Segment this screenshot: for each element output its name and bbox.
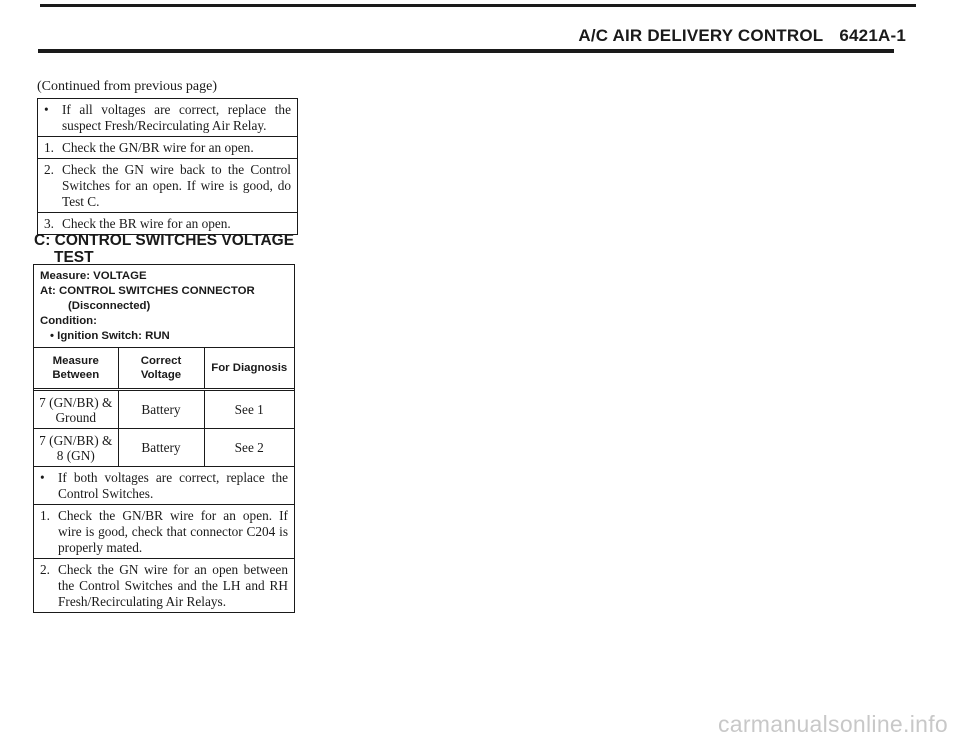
test-spec (34, 265, 294, 348)
item-text: If both voltages are correct, replace the Control Switches. (58, 470, 288, 501)
watermark: carmanualsonline.info (717, 711, 948, 737)
bullet-mark: • (40, 470, 45, 485)
item-text: If all voltages are correct, replace the suspect Fresh/Recirculating Air Relay. (62, 102, 291, 133)
item-text: Check the GN/BR wire for an open. (62, 140, 254, 155)
previous-test-box (37, 98, 298, 235)
measure-label: Measure: VOLTAGE (40, 270, 147, 282)
table-cell: Battery (118, 429, 204, 467)
step-number: 1. (44, 140, 54, 155)
step-number: 2. (40, 562, 50, 577)
column-header: Correct Voltage (118, 348, 204, 390)
list-item (34, 467, 294, 505)
list-item (38, 213, 297, 234)
at-state: (Disconnected) (68, 300, 151, 312)
step-number: 1. (40, 508, 50, 523)
list-item (38, 159, 297, 213)
item-text: Check the GN wire for an open between the Control Switches and the LH and RH Fresh/Recirculating Air Relays. (58, 562, 288, 609)
page-code: 6421A-1 (839, 26, 906, 45)
table-cell: Battery (118, 390, 204, 429)
table-cell: 7 (GN/BR) & 8 (GN) (34, 429, 118, 467)
bullet-mark: • (44, 102, 49, 117)
item-text: Check the GN/BR wire for an open. If wire is good, check that connector C204 is properly mated. (58, 508, 288, 555)
column-header: For Diagnosis (204, 348, 294, 390)
diagnosis-notes (34, 467, 294, 612)
step-number: 3. (44, 216, 54, 231)
header-rule (38, 49, 894, 53)
list-item (38, 99, 297, 137)
test-c-title-line2: TEST (54, 249, 94, 266)
condition-item: • Ignition Switch: RUN (50, 330, 170, 342)
test-c-title-line1: C: CONTROL SWITCHES VOLTAGE (34, 232, 295, 249)
table-cell: 7 (GN/BR) & Ground (34, 390, 118, 429)
column-header: Measure Between (34, 348, 118, 390)
list-item (34, 559, 294, 612)
continued-note: (Continued from previous page) (37, 79, 218, 94)
list-item (34, 505, 294, 559)
test-c-box (33, 264, 295, 613)
table-header-row (34, 348, 294, 390)
table-cell: See 2 (204, 429, 294, 467)
table-row (34, 390, 294, 429)
top-rule (40, 4, 916, 7)
page-header (578, 26, 906, 46)
item-text: Check the BR wire for an open. (62, 216, 231, 231)
test-c-heading (34, 232, 304, 266)
at-label: At: CONTROL SWITCHES CONNECTOR (40, 285, 255, 297)
item-text: Check the GN wire back to the Control Switches for an open. If wire is good, do Test C. (62, 162, 291, 209)
section-title: A/C AIR DELIVERY CONTROL (578, 26, 824, 45)
table-cell: See 1 (204, 390, 294, 429)
condition-label: Condition: (40, 315, 97, 327)
list-item (38, 137, 297, 159)
step-number: 2. (44, 162, 54, 177)
diagnosis-table (34, 348, 294, 467)
table-row (34, 429, 294, 467)
